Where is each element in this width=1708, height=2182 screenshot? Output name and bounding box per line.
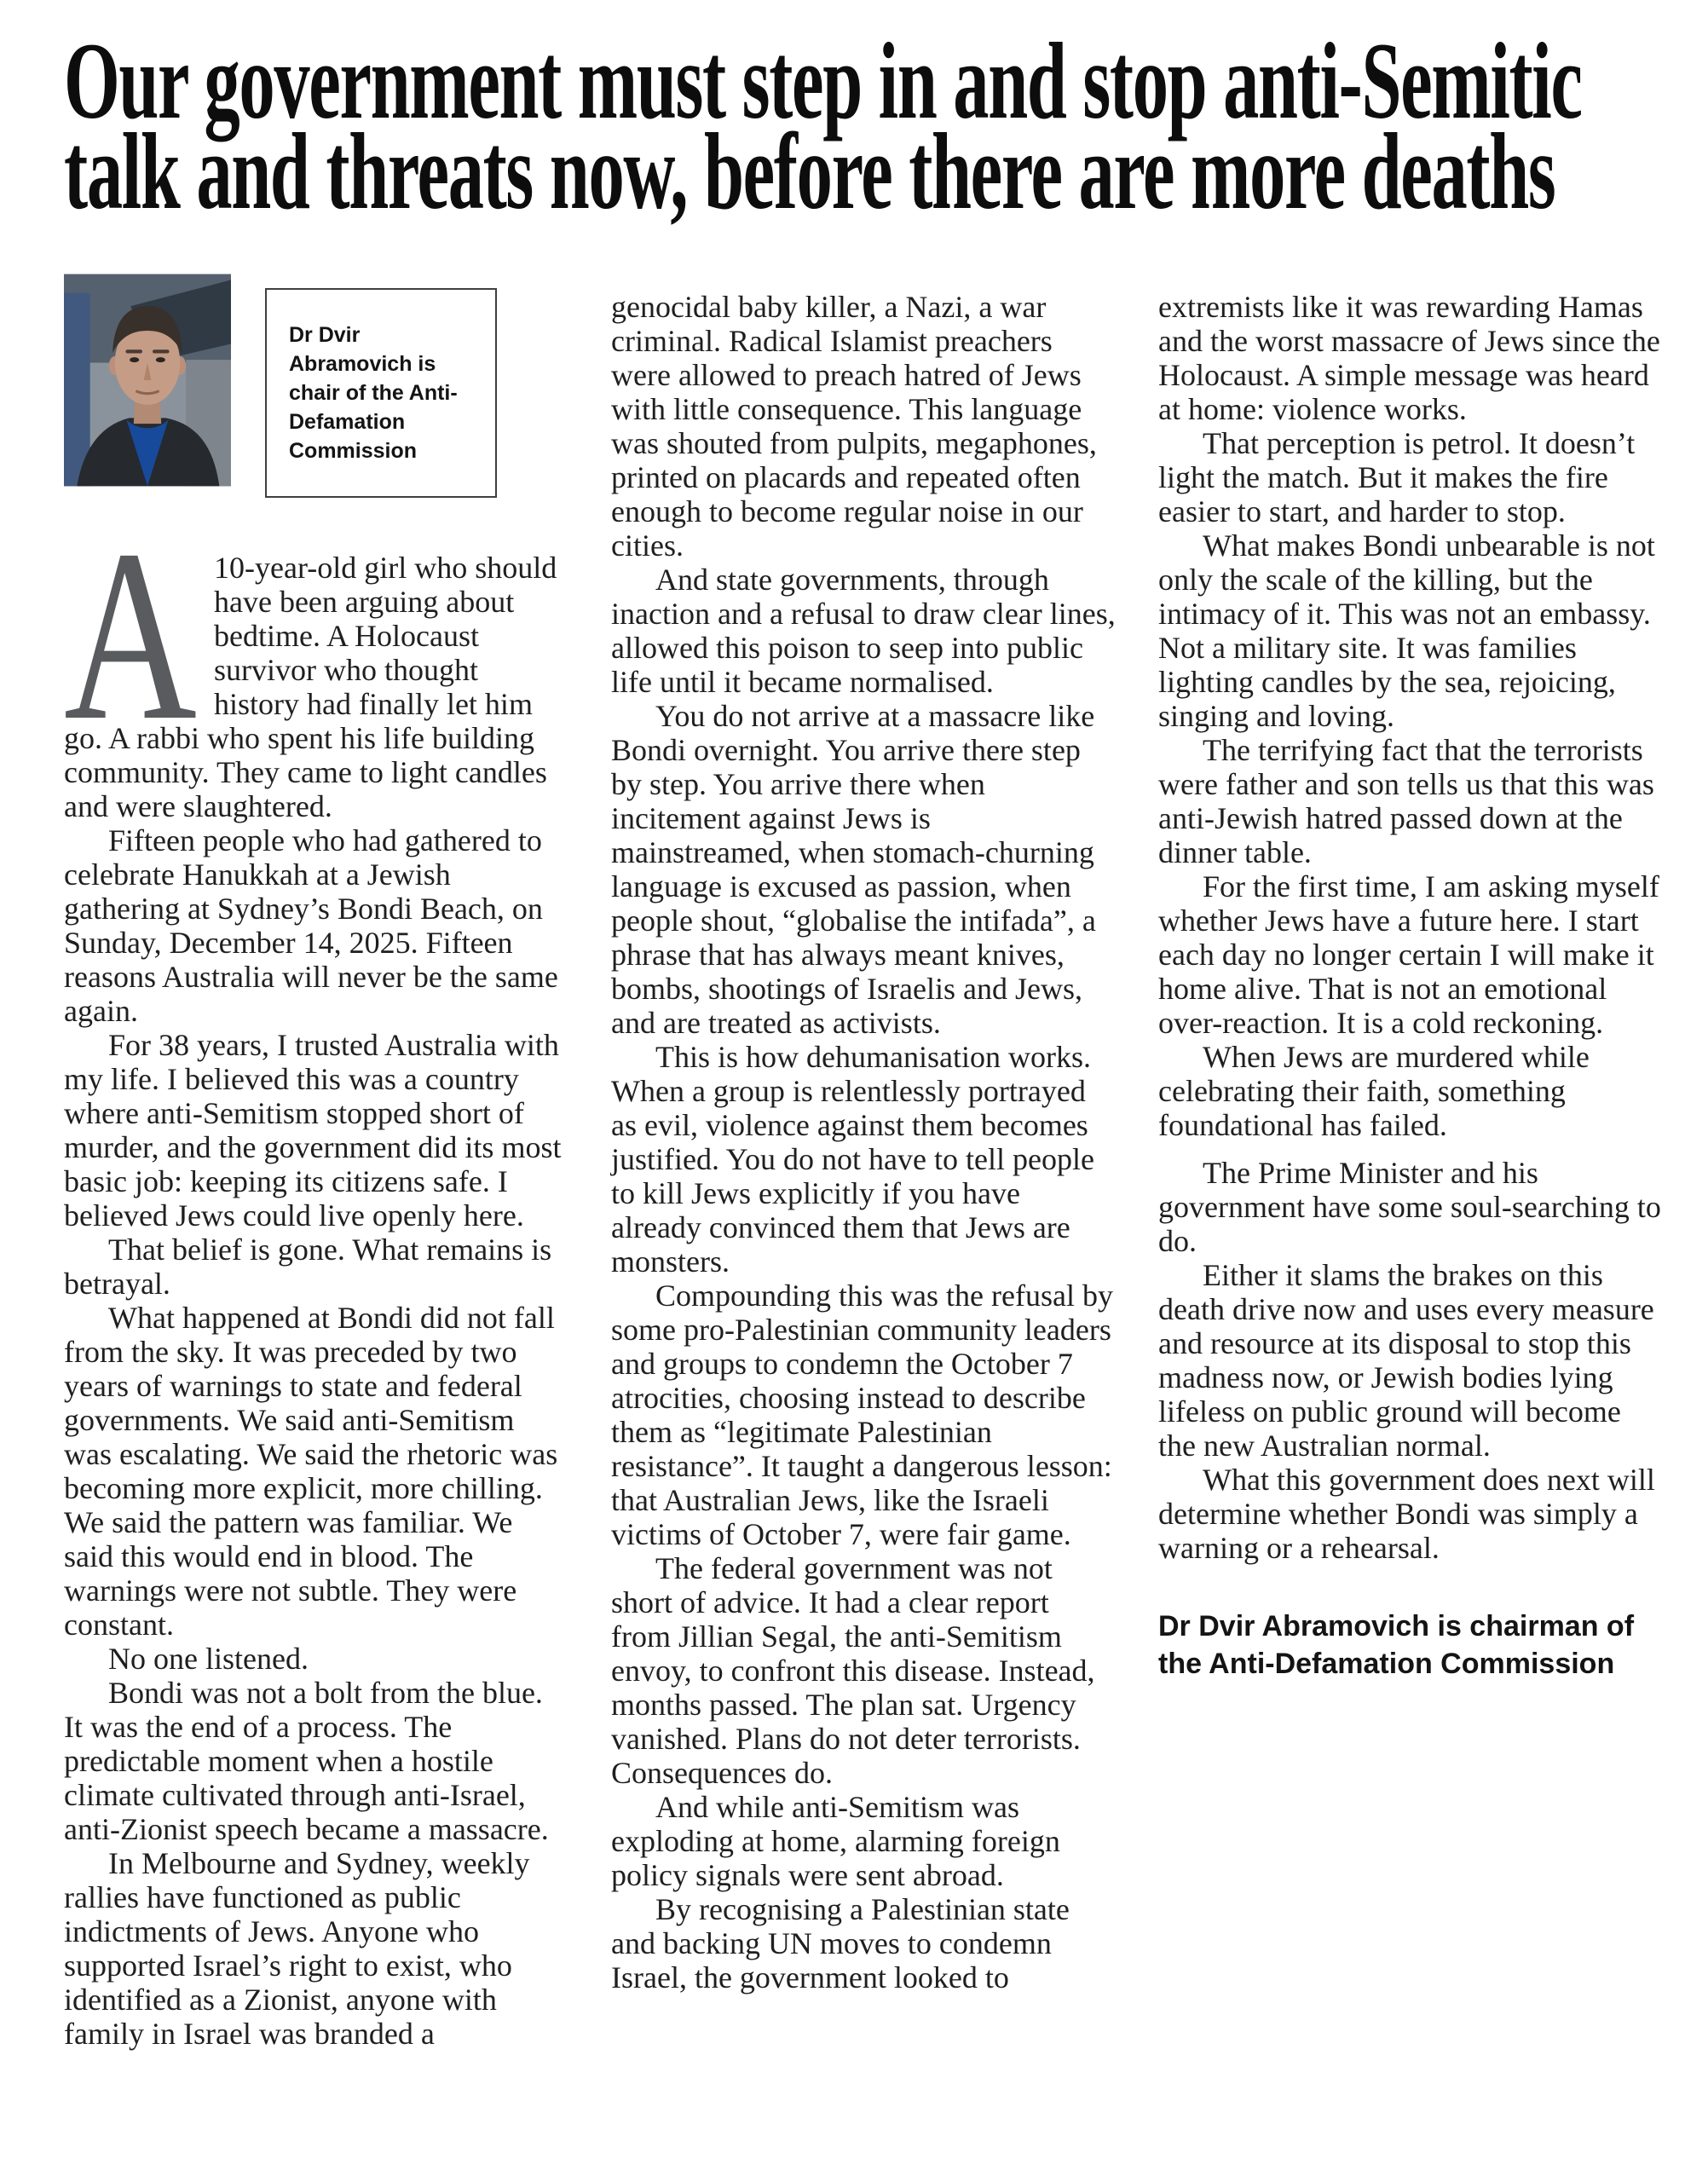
author-credit: Dr Dvir Abramovich is chairman of the Anti-Defamation Commission — [1158, 1610, 1635, 1680]
byline-text: Dr Dvir Abramovich is chair of the Anti-Defamation Commission — [289, 323, 458, 463]
article-paragraph: What makes Bondi unbearable is not only the scale of the killing, but the intimacy of it. This was not an embassy. Not a military site. It was families lighting candles by the sea, rejoicing, singing and loving. — [1158, 528, 1655, 733]
column-3-paragraphs — [1158, 290, 1663, 1565]
article-paragraph: In Melbourne and Sydney, weekly rallies have functioned as public indictments of Jews. Anyone who supported Israel’s right to exist, who identified as a Zionist, anyone with family in Israel was branded a — [64, 1846, 530, 2051]
article-paragraph: This is how dehumanisation works. When a group is relentlessly portrayed as evil, violence against them becomes justified. You do not have to tell people to kill Jews explicitly if you have already convinced them that Jews are monsters. — [611, 1040, 1094, 1279]
article-paragraph-lead — [64, 499, 568, 823]
article-paragraph: That belief is gone. What remains is betrayal. — [64, 1232, 552, 1301]
column-1 — [64, 256, 568, 2051]
article-paragraph: What this government does next will determine whether Bondi was simply a warning or a rehearsal. — [1158, 1463, 1655, 1565]
article-paragraph: For the first time, I am asking myself whether Jews have a future here. I start each day no longer certain I will make it home alive. That is not an emotional over-reaction. It is a cold reckoning. — [1158, 869, 1659, 1040]
article-headline — [64, 20, 1582, 232]
byline-box — [265, 288, 497, 498]
article-paragraph: Either it slams the brakes on this death drive now and uses every measure and resource at its disposal to stop this madness now, or Jewish bodies lying lifeless on public ground will become the new Australian normal. — [1158, 1258, 1654, 1463]
article-paragraph: extremists like it was rewarding Hamas and the worst massacre of Jews since the Holocaust. A simple message was heard at home: violence works. — [1158, 290, 1660, 426]
column-2 — [611, 256, 1116, 1994]
article-paragraph: genocidal baby killer, a Nazi, a war criminal. Radical Islamist preachers were allowed to preach hatred of Jews with little consequence. This language was shouted from pulpits, megaphones, printed on placards and repeated often enough to become regular noise in our cities. — [611, 290, 1097, 563]
drop-cap-letter: A — [64, 499, 197, 771]
article-paragraph: The terrifying fact that the terrorists were father and son tells us that this was anti-Jewish hatred passed down at the dinner table. — [1158, 733, 1654, 869]
article-paragraph: By recognising a Palestinian state and backing UN moves to condemn Israel, the government looked to — [611, 1892, 1070, 1994]
author-photo — [64, 256, 231, 505]
article-paragraph: And state governments, through inaction and a refusal to draw clear lines, allowed this poison to seep into public life until it became normalised. — [611, 563, 1116, 699]
column-3 — [1158, 256, 1663, 1683]
article-paragraph: When Jews are murdered while celebrating their faith, something foundational has failed. — [1158, 1040, 1590, 1142]
article-paragraph: For 38 years, I trusted Australia with my life. I believed this was a country where anti-Semitism stopped short of murder, and the government did its most basic job: keeping its citizens safe. I believed Jews could live openly here. — [64, 1028, 562, 1232]
article-paragraph: Bondi was not a bolt from the blue. It was the end of a process. The predictable moment when a hostile climate cultivated through anti-Israel, anti-Zionist speech became a massacre. — [64, 1676, 549, 1846]
article-paragraph: And while anti-Semitism was exploding at home, alarming foreign policy signals were sent abroad. — [611, 1790, 1060, 1892]
lead-paragraph-text: 10-year-old girl who should have been arguing about bedtime. A Holocaust survivor who thought history had finally let him go. A rabbi who spent his life building community. They came to light candles and were slaughtered. — [64, 551, 557, 823]
article-paragraph: No one listened. — [108, 1642, 309, 1676]
article-paragraph: What happened at Bondi did not fall from the sky. It was preceded by two years of warnings to state and federal governments. We said anti-Semitism was escalating. We said the rhetoric was becoming more explicit, more chilling. We said the pattern was familiar. We said this would end in blood. The warnings were not subtle. They were constant. — [64, 1301, 558, 1642]
drop-cap — [64, 499, 207, 771]
headline-line-1: Our government must step in and stop anti-Semitic — [64, 20, 1582, 141]
article-paragraph: Compounding this was the refusal by some pro-Palestinian community leaders and groups to condemn the October 7 atrocities, choosing instead to describe them as “legitimate Palestinian resistance”. It taught a dangerous lesson: that Australian Jews, like the Israeli victims of October 7, were fair game. — [611, 1279, 1113, 1551]
article-paragraph: The Prime Minister and his government have some soul-searching to do. — [1158, 1156, 1661, 1258]
column-2-paragraphs — [611, 290, 1116, 1994]
article-paragraph: You do not arrive at a massacre like Bondi overnight. You arrive there step by step. You arrive there when incitement against Jews is mainstreamed, when stomach-churning language is excused as passion, when people shout, “globalise the intifada”, a phrase that has always meant knives, bombs, shootings of Israelis and Jews, and are treated as activists. — [611, 699, 1096, 1040]
headline-line-2: talk and threats now, before there are more deaths — [64, 111, 1555, 232]
article-paragraph: Fifteen people who had gathered to celebrate Hanukkah at a Jewish gathering at Sydney’s Bondi Beach, on Sunday, December 14, 2025. Fifteen reasons Australia will never be the same again. — [64, 823, 558, 1028]
byline-block — [64, 256, 568, 505]
article-paragraph: The federal government was not short of advice. It had a clear report from Jillian Segal, the anti-Semitism envoy, to confront this disease. Instead, months passed. The plan sat. Urgency vanished. Plans do not deter terrorists. Consequences do. — [611, 1551, 1095, 1790]
column-1-paragraphs — [64, 823, 568, 2051]
article-paragraph: That perception is petrol. It doesn’t light the match. But it makes the fire easier to start, and harder to stop. — [1158, 426, 1636, 528]
